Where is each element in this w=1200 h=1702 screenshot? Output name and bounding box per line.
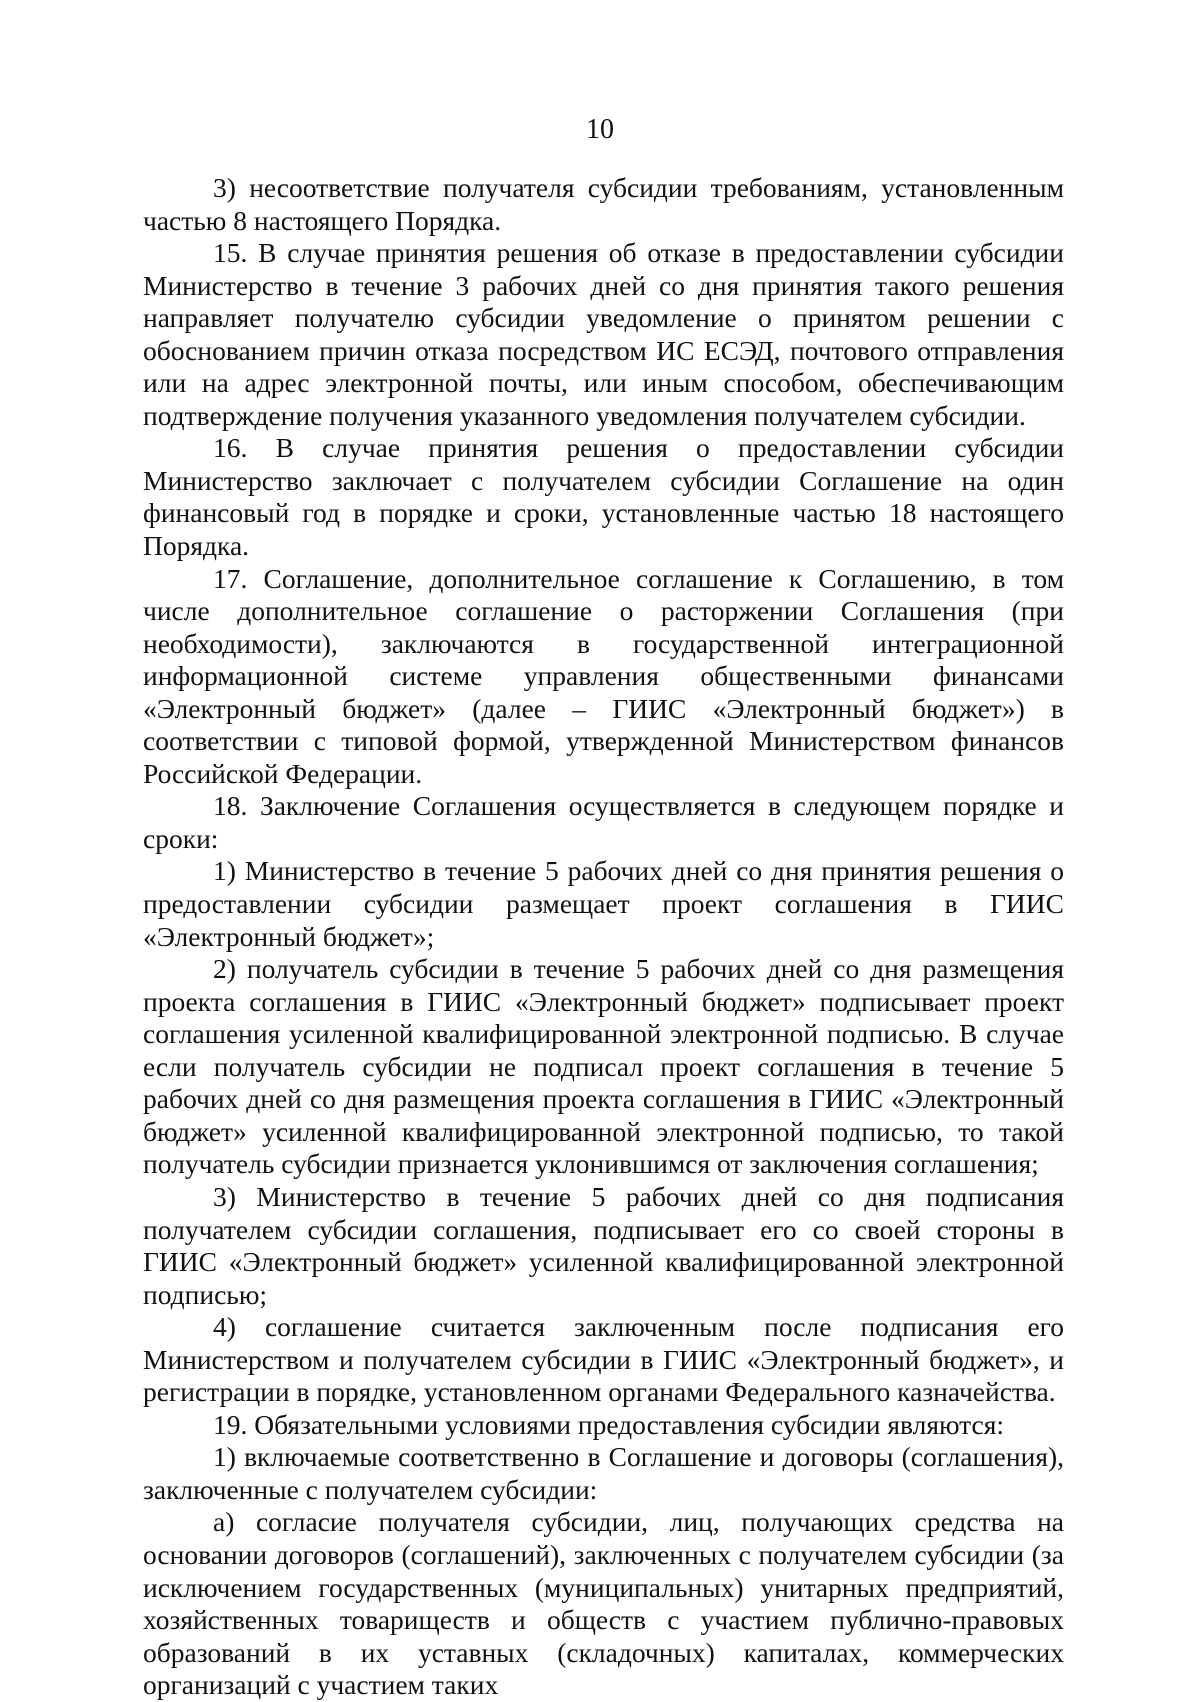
paragraph-17-electronic-budget: 17. Соглашение, дополнительное соглашение к Соглашению, в том числе дополнительное соглашение о расторжении Соглашения (при необходимости), заключаются в государственной интеграционной информационной системе управления общественными финансами «Электронный бюджет» (далее – ГИИС «Электронный бюджет») в соответствии с типовой формой, утвержденной Министерством финансов Российской Федерации. xyxy=(143,562,1064,789)
paragraph-19-item1: 1) включаемые соответственно в Соглашение и договоры (соглашения), заключенные с получателем субсидии: xyxy=(143,1441,1064,1505)
paragraph-19-item1a: а) согласие получателя субсидии, лиц, получающих средства на основании договоров (соглашений), заключенных с получателем субсидии (за исключением государственных (муниципальных) унитарных предприятий, хозяйственных товариществ и обществ с участием публично-правовых образований в их уставных (складочных) капиталах, коммерческих организаций с участием таких xyxy=(143,1506,1064,1701)
page-number: 10 xyxy=(586,114,614,145)
paragraph-18-agreement-procedure: 18. Заключение Соглашения осуществляется в следующем порядке и сроки: xyxy=(143,790,1064,854)
paragraph-18-item3: 3) Министерство в течение 5 рабочих дней со дня подписания получателем субсидии соглашения, подписывает его со своей стороны в ГИИС «Электронный бюджет» усиленной квалифицированной электронной подписью; xyxy=(143,1180,1064,1310)
document-body xyxy=(143,172,1064,1702)
paragraph-18-item2: 2) получатель субсидии в течение 5 рабочих дней со дня размещения проекта соглашения в ГИИС «Электронный бюджет» подписывает проект соглашения усиленной квалифицированной электронной подписью. В случае если получатель субсидии не подписал проект соглашения в течение 5 рабочих дней со дня размещения проекта соглашения в ГИИС «Электронный бюджет» усиленной квалифицированной электронной подписью, то такой получатель субсидии признается уклонившимся от заключения соглашения; xyxy=(143,953,1064,1180)
paragraph-item3-noncompliance: 3) несоответствие получателя субсидии требованиям, установленным частью 8 настоящего Порядка. xyxy=(143,172,1064,236)
paragraph-18-item4: 4) соглашение считается заключенным после подписания его Министерством и получателем субсидии в ГИИС «Электронный бюджет», и регистрации в порядке, установленном органами Федерального казначейства. xyxy=(143,1311,1064,1408)
paragraph-16-agreement: 16. В случае принятия решения о предоставлении субсидии Министерство заключает с получателем субсидии Соглашение на один финансовый год в порядке и сроки, установленные частью 18 настоящего Порядка. xyxy=(143,432,1064,562)
paragraph-15-refusal-notice: 15. В случае принятия решения об отказе в предоставлении субсидии Министерство в течение 3 рабочих дней со дня принятия такого решения направляет получателю субсидии уведомление о принятом решении с обоснованием причин отказа посредством ИС ЕСЭД, почтового отправления или на адрес электронной почты, или иным способом, обеспечивающим подтверждение получения указанного уведомления получателем субсидии. xyxy=(143,237,1064,431)
paragraph-19-conditions: 19. Обязательными условиями предоставления субсидии являются: xyxy=(213,1408,1005,1440)
paragraph-18-item1: 1) Министерство в течение 5 рабочих дней со дня принятия решения о предоставлении субсидии размещает проект соглашения в ГИИС «Электронный бюджет»; xyxy=(143,855,1064,952)
